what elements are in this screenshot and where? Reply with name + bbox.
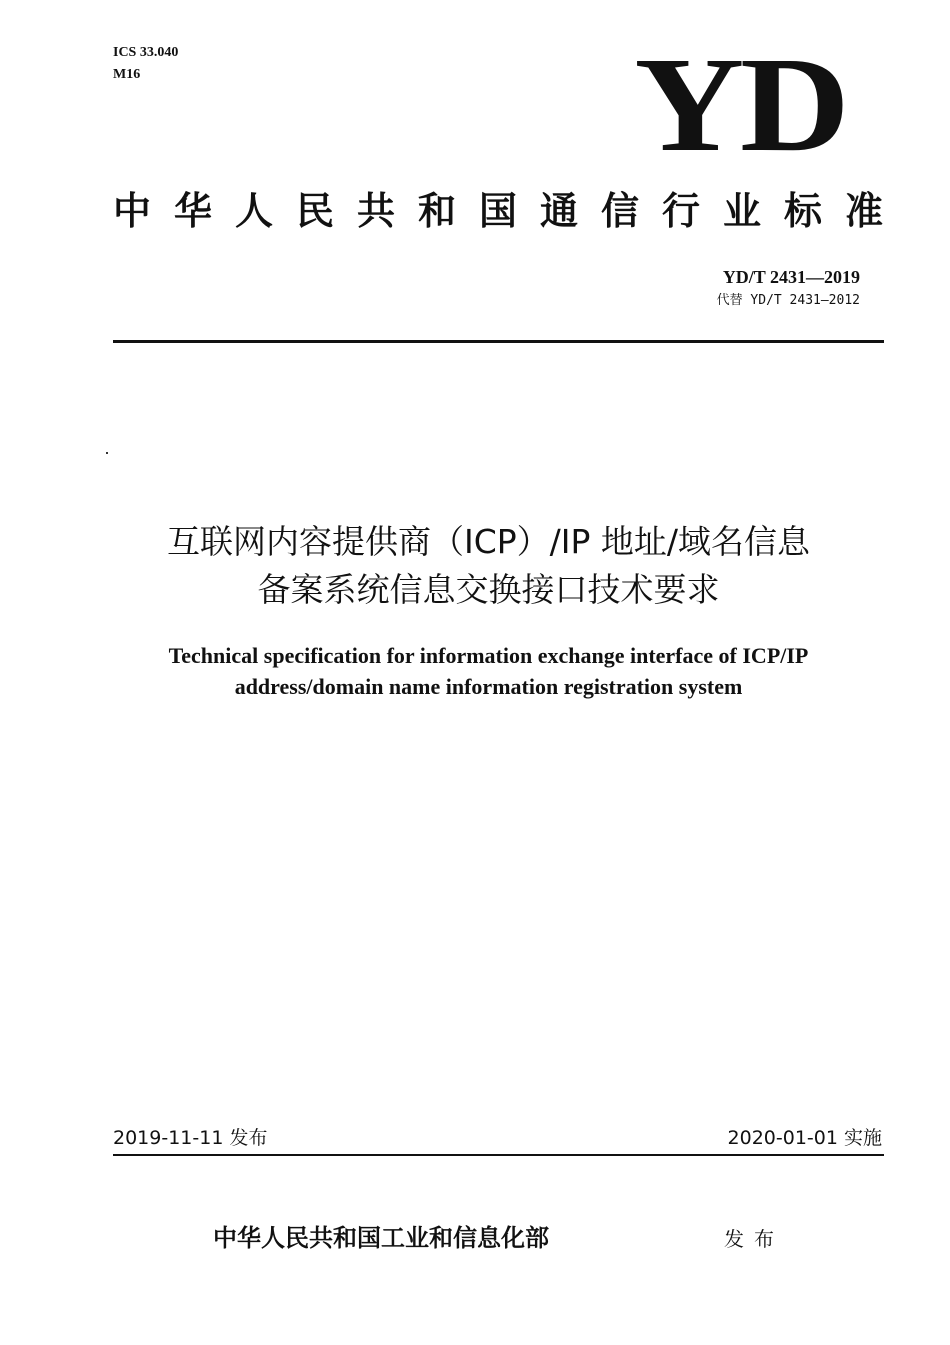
- english-title-line-2: address/domain name information registration system: [234, 674, 743, 699]
- chinese-title: [60, 518, 917, 614]
- yd-logo: YD: [633, 30, 845, 180]
- english-title-line-1: Technical specification for information exchange interface of ICP/IP: [168, 643, 809, 668]
- industry-standard-title: 中华人民共和国通信行业标准: [113, 189, 907, 233]
- bottom-divider: [113, 1154, 884, 1156]
- chinese-title-line-2: 备案系统信息交换接口技术要求: [257, 570, 720, 609]
- publish-label: 发布: [724, 1227, 784, 1251]
- issue-date: 2019-11-11 发布: [113, 1127, 268, 1149]
- ics-code: ICS 33.040: [113, 45, 179, 60]
- top-divider: [113, 340, 884, 343]
- chinese-title-line-1: 互联网内容提供商（ICP）/IP 地址/域名信息: [166, 522, 811, 561]
- implementation-date: 2020-01-01 实施: [727, 1127, 882, 1149]
- publisher-name: 中华人民共和国工业和信息化部: [213, 1223, 549, 1252]
- replaced-standard: 代替 YD/T 2431—2012: [716, 293, 860, 308]
- ccs-code: M16: [113, 67, 141, 82]
- standard-number: YD/T 2431—2019: [722, 267, 860, 287]
- stray-dot: [106, 452, 108, 454]
- english-title: [60, 640, 917, 702]
- classification-codes: [113, 42, 178, 86]
